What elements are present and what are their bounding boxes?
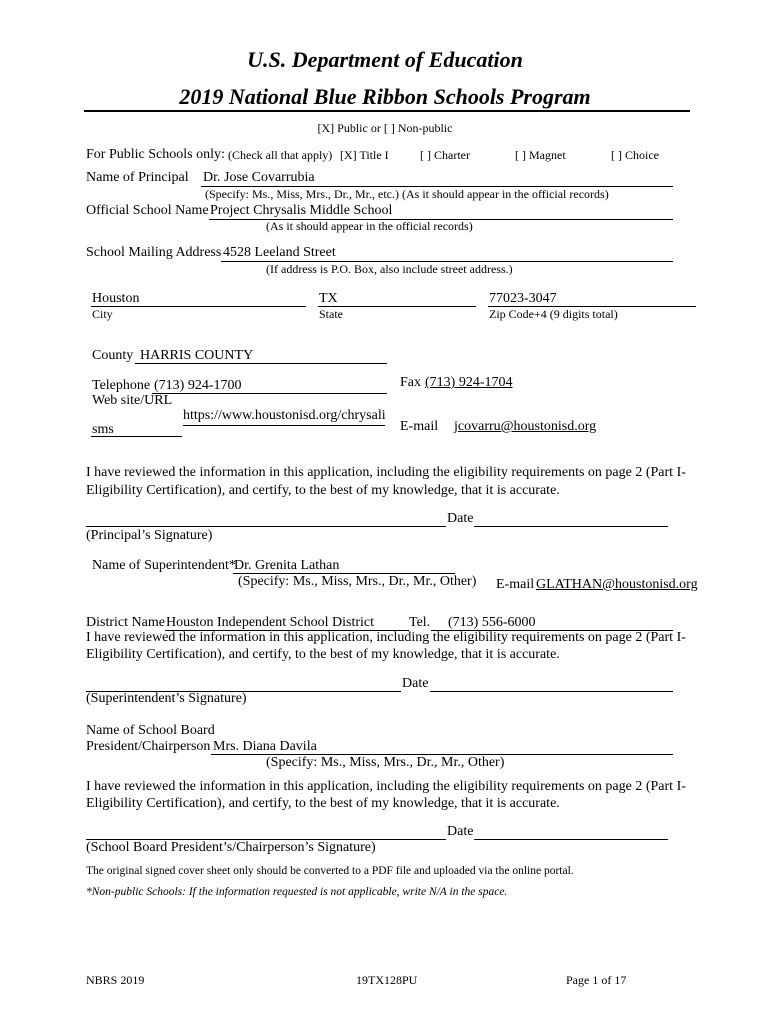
telephone-label: Telephone	[92, 378, 151, 393]
superintendent-label: Name of Superintendent*	[92, 558, 236, 573]
header-rule	[84, 110, 690, 112]
email-value[interactable]: jcovarru@houstonisd.org	[454, 419, 597, 434]
principal-note: (Specify: Ms., Miss, Mrs., Dr., Mr., etc.) (As it should appear in the official records)	[205, 187, 609, 201]
superintendent-date-line[interactable]	[430, 691, 673, 692]
board-date-line[interactable]	[474, 839, 668, 840]
checkbox-title1[interactable]: [X] Title I	[340, 148, 389, 162]
principal-signature-line[interactable]	[86, 526, 446, 527]
principal-date-label: Date	[447, 511, 474, 526]
pdf-note: The original signed cover sheet only should be converted to a PDF file and uploaded via the online portal.	[86, 865, 574, 877]
checkbox-charter[interactable]: [ ] Charter	[420, 148, 470, 162]
superintendent-email-label: E-mail	[496, 577, 535, 592]
board-signature-label: (School Board President’s/Chairperson’s Signature)	[86, 840, 376, 855]
certification-line1: I have reviewed the information in this application, including the eligibility requirements on page 2 (Part I-	[86, 465, 686, 480]
title-program: 2019 National Blue Ribbon Schools Program	[179, 84, 591, 109]
nonpublic-note: *Non-public Schools: If the information requested is not applicable, write N/A in the space.	[86, 886, 508, 898]
footer-page-number: Page 1 of 17	[566, 973, 627, 987]
certification3-line2: Eligibility Certification), and certify, to the best of my knowledge, that it is accurate.	[86, 796, 560, 811]
principal-signature-label: (Principal’s Signature)	[86, 528, 213, 543]
superintendent-name[interactable]: Dr. Grenita Lathan	[234, 558, 340, 573]
zip-label: Zip Code+4 (9 digits total)	[489, 307, 618, 321]
county-label: County	[92, 348, 134, 363]
board-note: (Specify: Ms., Miss, Mrs., Dr., Mr., Other)	[266, 755, 505, 770]
county-value[interactable]: HARRIS COUNTY	[140, 348, 254, 363]
public-choice: [X] Public or [ ] Non-public	[317, 121, 453, 135]
superintendent-signature-label: (Superintendent’s Signature)	[86, 691, 247, 706]
certification3-line1: I have reviewed the information in this application, including the eligibility requirements on page 2 (Part I-	[86, 779, 686, 794]
email-label: E-mail	[400, 419, 439, 434]
website-line2[interactable]: sms	[92, 422, 114, 437]
fax-label: Fax	[400, 375, 421, 390]
checkbox-magnet[interactable]: [ ] Magnet	[515, 148, 566, 162]
superintendent-note: (Specify: Ms., Miss, Mrs., Dr., Mr., Other)	[238, 574, 477, 589]
checkbox-choice[interactable]: [ ] Choice	[611, 148, 659, 162]
superintendent-email[interactable]: GLATHAN@houstonisd.org	[536, 577, 698, 592]
certification-line2: Eligibility Certification), and certify, to the best of my knowledge, that it is accurate.	[86, 483, 560, 498]
state-value[interactable]: TX	[319, 291, 338, 306]
state-label: State	[319, 307, 343, 321]
board-date-label: Date	[447, 824, 474, 839]
address-street[interactable]: 4528 Leeland Street	[223, 245, 336, 260]
board-president-name[interactable]: Mrs. Diana Davila	[213, 739, 317, 754]
board-label-line2: President/Chairperson	[86, 739, 211, 754]
fax-value[interactable]: (713) 924-1704	[425, 375, 513, 390]
website-line1[interactable]: https://www.houstonisd.org/chrysali	[183, 408, 386, 423]
city-label: City	[92, 307, 113, 321]
superintendent-date-label: Date	[402, 676, 429, 691]
principal-label: Name of Principal	[86, 170, 189, 185]
certification2-line2: Eligibility Certification), and certify, to the best of my knowledge, that it is accurate.	[86, 647, 560, 662]
website-label: Web site/URL	[92, 393, 173, 408]
principal-date-line[interactable]	[474, 526, 668, 527]
certification2-line1: I have reviewed the information in this application, including the eligibility requirements on page 2 (Part I-	[86, 630, 686, 645]
footer-left: NBRS 2019	[86, 973, 145, 987]
board-label-line1: Name of School Board	[86, 723, 215, 738]
district-tel-label: Tel.	[409, 615, 431, 630]
school-name-label: Official School Name	[86, 203, 209, 218]
title-department: U.S. Department of Education	[247, 47, 523, 72]
school-name-note: (As it should appear in the official records)	[266, 219, 473, 233]
district-label: District Name	[86, 615, 165, 630]
address-label: School Mailing Address	[86, 245, 222, 260]
school-type-hint: (Check all that apply)	[228, 148, 333, 162]
district-tel[interactable]: (713) 556-6000	[448, 615, 536, 630]
principal-name[interactable]: Dr. Jose Covarrubia	[203, 170, 315, 185]
address-note: (If address is P.O. Box, also include street address.)	[266, 262, 513, 276]
telephone-value[interactable]: (713) 924-1700	[154, 378, 242, 393]
school-name[interactable]: Project Chrysalis Middle School	[210, 203, 393, 218]
district-name[interactable]: Houston Independent School District	[166, 615, 375, 630]
school-type-label: For Public Schools only:	[86, 147, 225, 162]
footer-center: 19TX128PU	[356, 973, 418, 987]
city-value[interactable]: Houston	[92, 291, 140, 306]
zip-value[interactable]: 77023-3047	[489, 291, 557, 306]
